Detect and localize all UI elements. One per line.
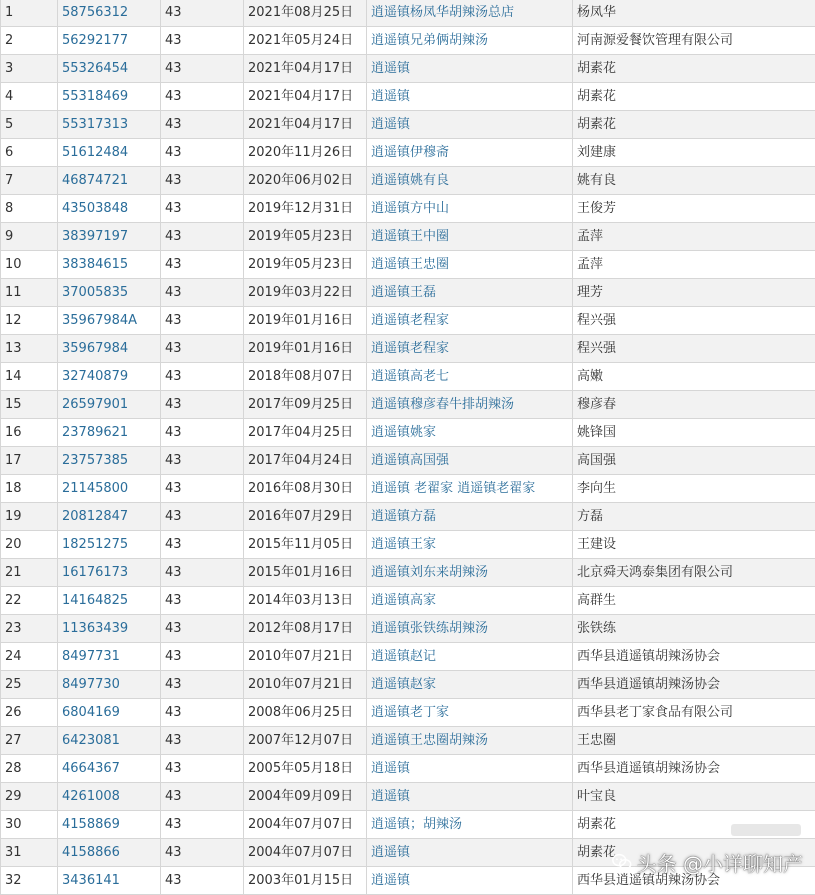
class-number-cell: 43 <box>161 727 244 755</box>
trademark-name-cell[interactable]: 逍遥镇 <box>367 867 573 895</box>
applicant-name-cell: 李向生 <box>573 475 815 503</box>
registration-number-cell[interactable]: 4158866 <box>58 839 161 867</box>
applicant-name-cell: 叶宝良 <box>573 783 815 811</box>
applicant-name-cell: 孟萍 <box>573 251 815 279</box>
trademark-name-cell[interactable]: 逍遥镇 <box>367 839 573 867</box>
table-body <box>1 0 815 895</box>
row-index-cell: 30 <box>1 811 58 839</box>
registration-number-cell[interactable]: 6804169 <box>58 699 161 727</box>
wechat-icon <box>611 851 633 873</box>
table-row <box>1 531 815 559</box>
registration-number-cell[interactable]: 55317313 <box>58 111 161 139</box>
application-date-cell: 2015年11月05日 <box>244 531 367 559</box>
class-number-cell: 43 <box>161 643 244 671</box>
table-row <box>1 447 815 475</box>
class-number-cell: 43 <box>161 419 244 447</box>
application-date-cell: 2019年05月23日 <box>244 251 367 279</box>
registration-number-cell[interactable]: 4261008 <box>58 783 161 811</box>
table-row <box>1 391 815 419</box>
registration-number-cell[interactable]: 35967984A <box>58 307 161 335</box>
registration-number-cell[interactable]: 58756312 <box>58 0 161 27</box>
trademark-name-cell[interactable]: 逍遥镇兄弟俩胡辣汤 <box>367 27 573 55</box>
table-row <box>1 671 815 699</box>
applicant-name-cell: 王建设 <box>573 531 815 559</box>
table-row <box>1 699 815 727</box>
application-date-cell: 2004年07月07日 <box>244 839 367 867</box>
table-row <box>1 783 815 811</box>
trademark-name-cell[interactable]: 逍遥镇赵记 <box>367 643 573 671</box>
row-index-cell: 22 <box>1 587 58 615</box>
registration-number-cell[interactable]: 23757385 <box>58 447 161 475</box>
application-date-cell: 2004年09月09日 <box>244 783 367 811</box>
row-index-cell: 1 <box>1 0 58 27</box>
class-number-cell: 43 <box>161 195 244 223</box>
applicant-name-cell: 孟萍 <box>573 223 815 251</box>
row-index-cell: 16 <box>1 419 58 447</box>
table-row <box>1 643 815 671</box>
registration-number-cell[interactable]: 21145800 <box>58 475 161 503</box>
class-number-cell: 43 <box>161 391 244 419</box>
applicant-name-cell: 张铁练 <box>573 615 815 643</box>
registration-number-cell[interactable]: 51612484 <box>58 139 161 167</box>
trademark-name-cell[interactable]: 逍遥镇王中圈 <box>367 223 573 251</box>
table-row <box>1 139 815 167</box>
trademark-name-cell[interactable]: 逍遥镇高家 <box>367 587 573 615</box>
trademark-name-cell[interactable]: 逍遥镇刘东来胡辣汤 <box>367 559 573 587</box>
table-row <box>1 0 815 27</box>
applicant-name-cell: 姚有良 <box>573 167 815 195</box>
trademark-name-cell[interactable]: 逍遥镇老丁家 <box>367 699 573 727</box>
applicant-name-cell: 河南源爱餐饮管理有限公司 <box>573 27 815 55</box>
trademark-name-cell[interactable]: 逍遥镇姚有良 <box>367 167 573 195</box>
class-number-cell: 43 <box>161 27 244 55</box>
applicant-name-cell: 高嫩 <box>573 363 815 391</box>
registration-number-cell[interactable]: 32740879 <box>58 363 161 391</box>
class-number-cell: 43 <box>161 279 244 307</box>
row-index-cell: 20 <box>1 531 58 559</box>
row-index-cell: 31 <box>1 839 58 867</box>
class-number-cell: 43 <box>161 531 244 559</box>
class-number-cell: 43 <box>161 223 244 251</box>
applicant-name-cell: 西华县逍遥镇胡辣汤协会 <box>573 643 815 671</box>
trademark-name-cell[interactable]: 逍遥镇伊穆斋 <box>367 139 573 167</box>
row-index-cell: 18 <box>1 475 58 503</box>
trademark-name-cell[interactable]: 逍遥镇王忠圈 <box>367 251 573 279</box>
trademark-name-cell[interactable]: 逍遥镇 <box>367 83 573 111</box>
trademark-name-cell[interactable]: 逍遥镇老程家 <box>367 335 573 363</box>
applicant-name-cell: 王忠圈 <box>573 727 815 755</box>
registration-number-cell[interactable]: 6423081 <box>58 727 161 755</box>
application-date-cell: 2018年08月07日 <box>244 363 367 391</box>
class-number-cell: 43 <box>161 167 244 195</box>
application-date-cell: 2004年07月07日 <box>244 811 367 839</box>
application-date-cell: 2010年07月21日 <box>244 671 367 699</box>
table-row <box>1 755 815 783</box>
application-date-cell: 2020年11月26日 <box>244 139 367 167</box>
table-row <box>1 251 815 279</box>
class-number-cell: 43 <box>161 0 244 27</box>
trademark-name-cell[interactable]: 逍遥镇 老翟家 逍遥镇老翟家 <box>367 475 573 503</box>
applicant-name-cell: 刘建康 <box>573 139 815 167</box>
applicant-name-cell: 姚锋国 <box>573 419 815 447</box>
application-date-cell: 2014年03月13日 <box>244 587 367 615</box>
table-row <box>1 279 815 307</box>
applicant-name-cell: 高国强 <box>573 447 815 475</box>
row-index-cell: 5 <box>1 111 58 139</box>
application-date-cell: 2021年04月17日 <box>244 111 367 139</box>
application-date-cell: 2016年08月30日 <box>244 475 367 503</box>
trademark-name-cell[interactable]: 逍遥镇 <box>367 783 573 811</box>
table-row <box>1 811 815 839</box>
class-number-cell: 43 <box>161 699 244 727</box>
trademark-name-cell[interactable]: 逍遥镇；胡辣汤 <box>367 811 573 839</box>
registration-number-cell[interactable]: 11363439 <box>58 615 161 643</box>
row-index-cell: 7 <box>1 167 58 195</box>
class-number-cell: 43 <box>161 335 244 363</box>
row-index-cell: 24 <box>1 643 58 671</box>
registration-number-cell[interactable]: 55318469 <box>58 83 161 111</box>
table-row <box>1 615 815 643</box>
registration-number-cell[interactable]: 38384615 <box>58 251 161 279</box>
application-date-cell: 2021年04月17日 <box>244 83 367 111</box>
watermark-ghost-text <box>731 822 801 838</box>
application-date-cell: 2021年05月24日 <box>244 27 367 55</box>
application-date-cell: 2012年08月17日 <box>244 615 367 643</box>
applicant-name-cell: 西华县逍遥镇胡辣汤协会 <box>573 671 815 699</box>
trademark-name-cell[interactable]: 逍遥镇方中山 <box>367 195 573 223</box>
trademark-name-cell[interactable]: 逍遥镇高老七 <box>367 363 573 391</box>
registration-number-cell[interactable]: 43503848 <box>58 195 161 223</box>
application-date-cell: 2015年01月16日 <box>244 559 367 587</box>
applicant-name-cell: 方磊 <box>573 503 815 531</box>
applicant-name-cell: 胡素花 <box>573 111 815 139</box>
applicant-name-cell: 程兴强 <box>573 307 815 335</box>
table-row <box>1 223 815 251</box>
registration-number-cell[interactable]: 46874721 <box>58 167 161 195</box>
table-row <box>1 167 815 195</box>
applicant-name-cell: 胡素花 <box>573 83 815 111</box>
row-index-cell: 11 <box>1 279 58 307</box>
table-row <box>1 363 815 391</box>
applicant-name-cell: 程兴强 <box>573 335 815 363</box>
trademark-name-cell[interactable]: 逍遥镇 <box>367 111 573 139</box>
application-date-cell: 2019年03月22日 <box>244 279 367 307</box>
row-index-cell: 10 <box>1 251 58 279</box>
registration-number-cell[interactable]: 38397197 <box>58 223 161 251</box>
table-row <box>1 27 815 55</box>
class-number-cell: 43 <box>161 111 244 139</box>
table-row <box>1 83 815 111</box>
registration-number-cell[interactable]: 18251275 <box>58 531 161 559</box>
application-date-cell: 2007年12月07日 <box>244 727 367 755</box>
applicant-name-cell: 西华县逍遥镇胡辣汤协会 <box>573 867 815 895</box>
applicant-name-cell: 高群生 <box>573 587 815 615</box>
class-number-cell: 43 <box>161 783 244 811</box>
trademark-name-cell[interactable]: 逍遥镇赵家 <box>367 671 573 699</box>
table-row <box>1 587 815 615</box>
row-index-cell: 32 <box>1 867 58 895</box>
application-date-cell: 2020年06月02日 <box>244 167 367 195</box>
application-date-cell: 2017年09月25日 <box>244 391 367 419</box>
trademark-name-cell[interactable]: 逍遥镇姚家 <box>367 419 573 447</box>
row-index-cell: 3 <box>1 55 58 83</box>
table-row <box>1 195 815 223</box>
class-number-cell: 43 <box>161 83 244 111</box>
class-number-cell: 43 <box>161 755 244 783</box>
applicant-name-cell: 西华县老丁家食品有限公司 <box>573 699 815 727</box>
table-row <box>1 335 815 363</box>
application-date-cell: 2017年04月24日 <box>244 447 367 475</box>
row-index-cell: 25 <box>1 671 58 699</box>
trademark-name-cell[interactable]: 逍遥镇穆彦春牛排胡辣汤 <box>367 391 573 419</box>
trademark-name-cell[interactable]: 逍遥镇高国强 <box>367 447 573 475</box>
registration-number-cell[interactable]: 8497730 <box>58 671 161 699</box>
class-number-cell: 43 <box>161 139 244 167</box>
class-number-cell: 43 <box>161 363 244 391</box>
application-date-cell: 2019年01月16日 <box>244 307 367 335</box>
class-number-cell: 43 <box>161 475 244 503</box>
application-date-cell: 2021年08月25日 <box>244 0 367 27</box>
row-index-cell: 8 <box>1 195 58 223</box>
application-date-cell: 2019年12月31日 <box>244 195 367 223</box>
row-index-cell: 14 <box>1 363 58 391</box>
registration-number-cell[interactable]: 16176173 <box>58 559 161 587</box>
applicant-name-cell: 胡素花 <box>573 839 815 867</box>
class-number-cell: 43 <box>161 55 244 83</box>
row-index-cell: 21 <box>1 559 58 587</box>
applicant-name-cell: 杨凤华 <box>573 0 815 27</box>
trademark-name-cell[interactable]: 逍遥镇张铁练胡辣汤 <box>367 615 573 643</box>
table-row <box>1 503 815 531</box>
applicant-name-cell: 王俊芳 <box>573 195 815 223</box>
applicant-name-cell: 北京舜天鸿泰集团有限公司 <box>573 559 815 587</box>
application-date-cell: 2019年05月23日 <box>244 223 367 251</box>
row-index-cell: 13 <box>1 335 58 363</box>
class-number-cell: 43 <box>161 615 244 643</box>
trademark-name-cell[interactable]: 逍遥镇 <box>367 55 573 83</box>
class-number-cell: 43 <box>161 447 244 475</box>
row-index-cell: 2 <box>1 27 58 55</box>
watermark-text: 头条 @小详聊知产 <box>637 848 803 877</box>
application-date-cell: 2016年07月29日 <box>244 503 367 531</box>
row-index-cell: 19 <box>1 503 58 531</box>
table-row <box>1 475 815 503</box>
registration-number-cell[interactable]: 3436141 <box>58 867 161 895</box>
application-date-cell: 2005年05月18日 <box>244 755 367 783</box>
registration-number-cell[interactable]: 14164825 <box>58 587 161 615</box>
row-index-cell: 9 <box>1 223 58 251</box>
row-index-cell: 27 <box>1 727 58 755</box>
class-number-cell: 43 <box>161 811 244 839</box>
application-date-cell: 2008年06月25日 <box>244 699 367 727</box>
registration-number-cell[interactable]: 20812847 <box>58 503 161 531</box>
row-index-cell: 26 <box>1 699 58 727</box>
row-index-cell: 29 <box>1 783 58 811</box>
class-number-cell: 43 <box>161 671 244 699</box>
row-index-cell: 17 <box>1 447 58 475</box>
registration-number-cell[interactable]: 8497731 <box>58 643 161 671</box>
registration-number-cell[interactable]: 4664367 <box>58 755 161 783</box>
row-index-cell: 4 <box>1 83 58 111</box>
application-date-cell: 2019年01月16日 <box>244 335 367 363</box>
applicant-name-cell: 胡素花 <box>573 55 815 83</box>
trademark-name-cell[interactable]: 逍遥镇方磊 <box>367 503 573 531</box>
watermark <box>611 848 803 876</box>
trademark-name-cell[interactable]: 逍遥镇王磊 <box>367 279 573 307</box>
application-date-cell: 2017年04月25日 <box>244 419 367 447</box>
applicant-name-cell: 胡素花 <box>573 811 815 839</box>
class-number-cell: 43 <box>161 503 244 531</box>
registration-number-cell[interactable]: 37005835 <box>58 279 161 307</box>
registration-number-cell[interactable]: 4158869 <box>58 811 161 839</box>
table-row <box>1 559 815 587</box>
registration-number-cell[interactable]: 26597901 <box>58 391 161 419</box>
table-row <box>1 111 815 139</box>
row-index-cell: 12 <box>1 307 58 335</box>
row-index-cell: 28 <box>1 755 58 783</box>
class-number-cell: 43 <box>161 587 244 615</box>
table-row <box>1 307 815 335</box>
registration-number-cell[interactable]: 35967984 <box>58 335 161 363</box>
table-row <box>1 419 815 447</box>
table-row <box>1 55 815 83</box>
row-index-cell: 15 <box>1 391 58 419</box>
class-number-cell: 43 <box>161 839 244 867</box>
trademark-name-cell[interactable]: 逍遥镇王家 <box>367 531 573 559</box>
application-date-cell: 2021年04月17日 <box>244 55 367 83</box>
class-number-cell: 43 <box>161 307 244 335</box>
application-date-cell: 2003年01月15日 <box>244 867 367 895</box>
row-index-cell: 23 <box>1 615 58 643</box>
trademark-name-cell[interactable]: 逍遥镇 <box>367 755 573 783</box>
registration-number-cell[interactable]: 23789621 <box>58 419 161 447</box>
application-date-cell: 2010年07月21日 <box>244 643 367 671</box>
table-row <box>1 727 815 755</box>
row-index-cell: 6 <box>1 139 58 167</box>
registration-number-cell[interactable]: 55326454 <box>58 55 161 83</box>
applicant-name-cell: 理芳 <box>573 279 815 307</box>
trademark-name-cell[interactable]: 逍遥镇杨凤华胡辣汤总店 <box>367 0 573 27</box>
class-number-cell: 43 <box>161 251 244 279</box>
class-number-cell: 43 <box>161 559 244 587</box>
applicant-name-cell: 穆彦春 <box>573 391 815 419</box>
class-number-cell: 43 <box>161 867 244 895</box>
registration-number-cell[interactable]: 56292177 <box>58 27 161 55</box>
applicant-name-cell: 西华县逍遥镇胡辣汤协会 <box>573 755 815 783</box>
trademark-name-cell[interactable]: 逍遥镇王忠圈胡辣汤 <box>367 727 573 755</box>
trademark-name-cell[interactable]: 逍遥镇老程家 <box>367 307 573 335</box>
